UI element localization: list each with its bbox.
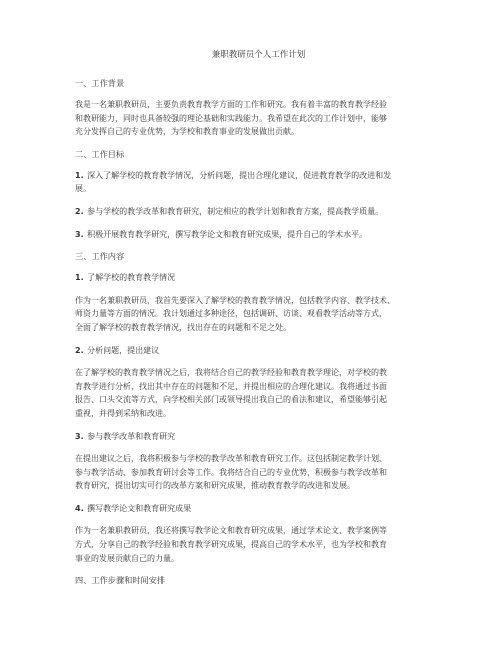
item-number: 2.: [75, 345, 84, 355]
section-heading-content: 三、工作内容: [75, 251, 125, 262]
content-item-title: [75, 502, 442, 516]
content-paragraph: [75, 524, 442, 565]
document-title: 兼职教研员个人工作计划: [211, 50, 306, 60]
paragraph-line: 在提出建议之后，我将积极参与学校的教学改革和教育研究工作。这包括制定教学计划、: [75, 454, 387, 464]
goal-item: [75, 228, 442, 242]
item-line: [75, 271, 442, 285]
paragraph-line: 和教研能力，同时也具备较强的理论基础和实践能力。我希望在此次的工作计划中，能够: [75, 113, 387, 123]
item-title: 了解学校的教育教学情况: [87, 273, 176, 283]
item-line: [75, 205, 442, 219]
content-item-title: [75, 430, 442, 444]
background-paragraph: [75, 98, 442, 139]
paragraph-line: 师资力量等方面的情况。我计划通过多种途径，包括调研、访谈、观看教学活动等方式，: [75, 309, 387, 319]
content-paragraph: [75, 294, 442, 335]
paragraph-line: 报告、口头交流等方式，向学校相关部门或领导提出我自己的看法和建议，希望能够引起: [75, 395, 387, 405]
content-item-title: [75, 344, 442, 358]
paragraph-line: 重视，并得到采纳和改进。: [75, 408, 171, 418]
goal-item: [75, 169, 442, 196]
section-heading-goals: 二、工作目标: [75, 148, 125, 159]
item-line: [75, 502, 442, 516]
content-paragraph: [75, 366, 442, 420]
content-paragraph: [75, 452, 442, 493]
content-item-title: [75, 271, 442, 285]
item-number: 1.: [75, 273, 84, 283]
item-number: 4.: [75, 503, 84, 513]
item-title: 撰写教学论文和教育研究成果: [87, 503, 192, 513]
item-line: 展。: [75, 184, 91, 194]
paragraph-line: 作为一名兼职教研员，我还将撰写教学论文和教育研究成果，通过学术论文、教学案例等: [75, 526, 387, 536]
section-heading-background: 一、工作背景: [75, 78, 125, 88]
item-number: 1.: [75, 170, 84, 180]
paragraph-line: 作为一名兼职教研员，我首先要深入了解学校的教育教学情况，包括教学内容、教学技术、: [75, 295, 395, 305]
paragraph-line: 在了解学校的教育教学情况之后，我将结合自己的教学经验和教育教学理论，对学校的教: [75, 368, 387, 378]
paragraph-line: 育教学进行分析，找出其中存在的问题和不足，并提出相应的合理化建议。我将通过书面: [75, 381, 387, 391]
item-number: 2.: [75, 206, 84, 216]
item-line: [75, 169, 442, 183]
item-text: 参与学校的教学改革和教育研究，制定相应的教学计划和教育方案，提高教学质量。: [87, 206, 384, 216]
paragraph-line: 充分发挥自己的专业优势，为学校和教育事业的发展做出贡献。: [75, 127, 299, 137]
item-title: 分析问题，提出建议: [87, 345, 160, 355]
item-line: [75, 344, 442, 358]
section-heading-schedule: 四、工作步骤和时间安排: [75, 575, 166, 586]
item-number: 3.: [75, 229, 84, 239]
item-line: [75, 430, 442, 444]
paragraph-line: 全面了解学校的教育教学情况，找出存在的问题和不足之处。: [75, 322, 291, 332]
item-line: [75, 228, 442, 242]
paragraph-line: 我是一名兼职教研员，主要负责教育教学方面的工作和研究。我有着丰富的教育教学经验: [75, 100, 387, 109]
paragraph-line: 参与教学活动、参加教育研讨会等工作。我将结合自己的专业优势，积极参与教学改革和: [75, 467, 387, 477]
paragraph-line: 方式，分享自己的教学经验和教育教学研究成果，提高自己的学术水平，也为学校和教育: [75, 540, 387, 550]
item-number: 3.: [75, 431, 84, 441]
item-title: 参与教学改革和教育研究: [87, 431, 176, 441]
item-text: 深入了解学校的教育教学情况，分析问题，提出合理化建议，促进教育教学的改进和发: [87, 170, 392, 180]
paragraph-line: 事业的发展贡献自己的力量。: [75, 553, 179, 563]
paragraph-line: 教育研究，提出切实可行的改革方案和研究成果，推动教育教学的改进和发展。: [75, 481, 355, 491]
goal-item: [75, 205, 442, 219]
item-text: 积极开展教育教学研究，撰写教学论文和教育研究成果，提升自己的学术水平。: [87, 229, 368, 239]
